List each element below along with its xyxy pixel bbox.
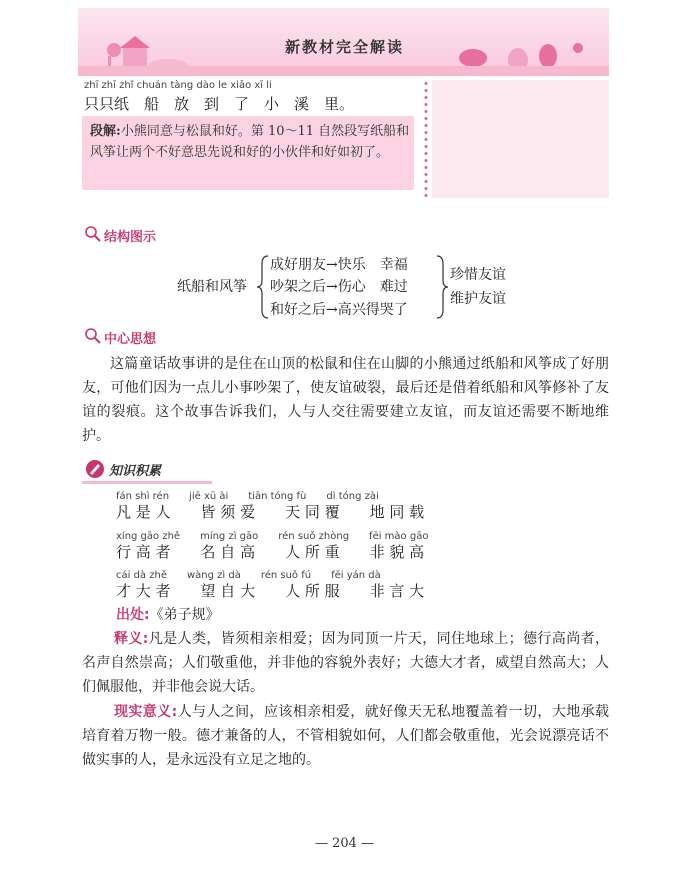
verse-pinyin-1: fán shì rén jiē xū ài tiān tóng fù dì tóng zài bbox=[116, 491, 379, 502]
practical-paragraph bbox=[82, 700, 609, 772]
structure-heading: 结构图示 bbox=[104, 230, 157, 245]
knowledge-underline bbox=[82, 481, 212, 484]
meaning-label: 释义: bbox=[114, 631, 149, 647]
source-text: 《弟子规》 bbox=[149, 607, 220, 623]
structure-row-2: 吵架之后→伤心 难过 bbox=[270, 279, 408, 295]
source-label: 出处: bbox=[116, 607, 150, 623]
verse-pinyin-2: xíng gāo zhě míng zì gāo rén suǒ zhòng fēi mào gāo bbox=[116, 531, 429, 542]
practical-text: 人与人之间，应该相亲相爱，就好像天无私地覆盖着一切，大地承载培育着万物一般。德才兼备的人，不管相貌如何，人们都会敬重他，光会说漂亮话不做实事的人，是永远没有立足之地的。 bbox=[82, 704, 610, 768]
structure-row-3: 和好之后→高兴得哭了 bbox=[270, 302, 408, 318]
notes-panel bbox=[432, 80, 609, 198]
theme-paragraph: 这篇童话故事讲的是住在山顶的松鼠和住在山脚的小熊通过纸船和风筝成了好朋友，可他们因为一点儿小事吵架了，使友谊破裂，最后还是借着纸船和风筝修补了友谊的裂痕。这个故事告诉我们，人与人交往需要建立友谊，而友谊还需要不断地维护。 bbox=[82, 356, 609, 444]
right-brace-icon bbox=[435, 254, 449, 320]
paragraph-note-text: 小熊同意与松鼠和好。第 10～11 自然段写纸船和风筝让两个不好意思先说和好的小伙伴和好如初了。 bbox=[90, 124, 410, 160]
magnifier-icon bbox=[84, 327, 101, 344]
theme-heading: 中心思想 bbox=[104, 332, 157, 347]
paragraph-note-label: 段解: bbox=[90, 124, 121, 139]
verse-line-3: 才 大 者 望 自 大 人 所 服 非 言 大 bbox=[116, 582, 425, 600]
verse-line-1: 凡 是 人 皆 须 爱 天 同 覆 地 同 载 bbox=[116, 503, 425, 521]
magnifier-icon bbox=[84, 225, 101, 242]
left-brace-icon bbox=[256, 254, 270, 320]
header-title: 新教材完全解读 bbox=[284, 38, 404, 56]
meaning-text: 凡是人类，皆须相亲相爱；因为同顶一片天，同住地球上；德行高尚者，名声自然崇高；人们敬重他，并非他的容貌外表好；大德大才者，威望自然高大；人们佩服他，并非他会说大话。 bbox=[82, 631, 609, 695]
structure-row-1: 成好朋友→快乐 幸福 bbox=[270, 257, 408, 273]
pen-icon bbox=[84, 458, 106, 480]
source-line bbox=[116, 604, 220, 624]
structure-root: 纸船和风筝 bbox=[177, 279, 247, 295]
practical-label: 现实意义: bbox=[114, 704, 178, 720]
dotted-divider bbox=[423, 80, 429, 198]
verse-line-2: 行 高 者 名 自 高 人 所 重 非 貌 高 bbox=[116, 543, 425, 561]
structure-result-2: 维护友谊 bbox=[450, 291, 506, 307]
paragraph-note bbox=[90, 121, 410, 163]
header-band bbox=[78, 66, 609, 76]
text-line: 只只纸 船 放 到 了 小 溪 里。 bbox=[84, 95, 355, 113]
pinyin-line: zhī zhī zhǐ chuán tàng dào le xiǎo xī li bbox=[84, 80, 272, 91]
meaning-paragraph bbox=[82, 627, 609, 699]
knowledge-heading: 知识积累 bbox=[109, 464, 162, 479]
structure-result-1: 珍惜友谊 bbox=[450, 267, 506, 283]
verse-pinyin-3: cái dà zhě wàng zì dà rén suǒ fú fēi yán dà bbox=[116, 570, 381, 581]
page-number: — 204 — bbox=[314, 836, 375, 851]
